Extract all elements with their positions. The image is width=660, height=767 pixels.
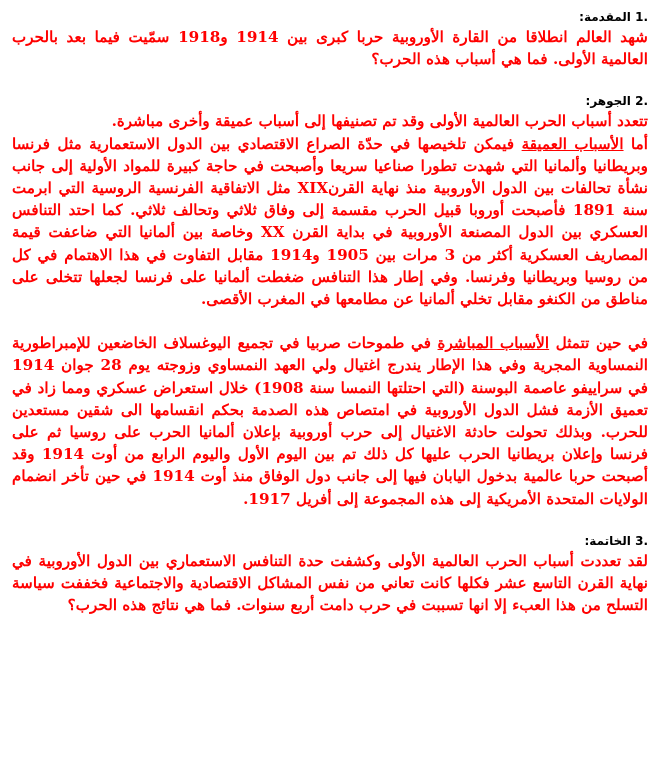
body-paragraph-2-text: في طموحات صربيا في تجميع اليوغسلاف الخاضعين للإمبراطورية النمساوية المجرية وفي هذا الإطار يندرج اغتيال ولي العهد النمساوي وزوجته يوم 28 جوان 1914 في سراييفو عاصمة البوسنة (التي احتلتها النمسا سنة 1908) خلال استعراض عسكري ومما زاد في تعميق الأزمة فشل الدول الأوروبية في امتصاص هذه الصدمة بحكم انقسامها الى شقين مستعدين للحرب. وبذلك تحولت حادثة الاغتيال إلى حرب أوروبية بإعلان ألمانيا الحرب على روسيا ثم على فرنسا وإعلان بريطانيا الحرب عليها كل ذلك تم بين اليوم الأول واليوم الرابع من أوت 1914 وقد أصبحت حربا عالمية بدخول اليابان فيها إلى جانب دول الوفاق منذ أوت 1914 في حين تأخر انضمام الولايات المتحدة الأمريكية إلى هذه المجموعة إلى أفريل 1917. — [12, 334, 649, 508]
direct-causes-label: الأسباب المباشرة — [437, 334, 550, 353]
body-paragraph-1-prefix: أما — [623, 134, 648, 153]
intro-paragraph: شهد العالم انطلاقا من القارة الأوروبية حربا كبرى بين 1914 و1918 سمّيت فيما بعد بالحرب العالمية الأولى. فما هي أسباب هذه الحرب؟ — [12, 28, 648, 69]
body-heading: .2 الجوهر: — [585, 94, 648, 109]
body-paragraph-1 — [12, 110, 648, 310]
body-paragraph-1-text: فيمكن تلخيصها في حدّة الصراع الاقتصادي بين الدول الاستعمارية مثل فرنسا وبريطانيا وألمانيا التي شهدت تطورا صناعيا سريعا وأصبحت في حاجة كبيرة للمواد الأولية إلى جانب نشأة تحالفات بين الدول الأوروبية منذ نهاية القرنXIX مثل الاتفاقية الفرنسية الروسية التي ابرمت سنة 1891 فأصبحت أوروبا قبيل الحرب مقسمة إلى وفاق ثلاثي وتحالف ثلاثي. كما احتد التنافس العسكري بين الدول المصنعة الأوروبية في بداية القرن XX وخاصة بين ألمانيا التي ضاعفت قيمة المصاريف العسكرية أكثر من 3 مرات بين 1905 و1914 مقابل التفاوت في هذا الاهتمام في كل من روسيا وبريطانيا وفرنسا. وفي إطار هذا التنافس ضغطت ألمانيا على فرنسا لجعلها تتخلى على مناطق من الكنغو مقابل تخلي ألمانيا عن مطامعها في المغرب الأقصى. — [12, 134, 649, 309]
body-paragraph-1-intro: تتعدد أسباب الحرب العالمية الأولى وقد تم تصنيفها إلى أسباب عميقة وأخرى مباشرة. — [111, 112, 648, 131]
deep-causes-label: الأسباب العميقة — [521, 134, 624, 153]
body-paragraph-2 — [12, 332, 648, 510]
conclusion-paragraph: لقد تعددت أسباب الحرب العالمية الأولى وكشفت حدة التنافس الاستعماري بين الدول الأوروبية في نهاية القرن التاسع عشر فكلها كانت تعاني من نفس المشاكل الاقتصادية والاجتماعية فخففت سياسة التسلح من هذا العبء إلا انها تسببت في حرب دامت أربع سنوات. فما هي نتائج هذه الحرب؟ — [12, 551, 648, 615]
body-paragraph-2-prefix: في حين تتمثل — [549, 334, 648, 353]
conclusion-heading: .3 الخاتمة: — [584, 533, 648, 548]
intro-heading: .1 المقدمة: — [579, 10, 648, 24]
